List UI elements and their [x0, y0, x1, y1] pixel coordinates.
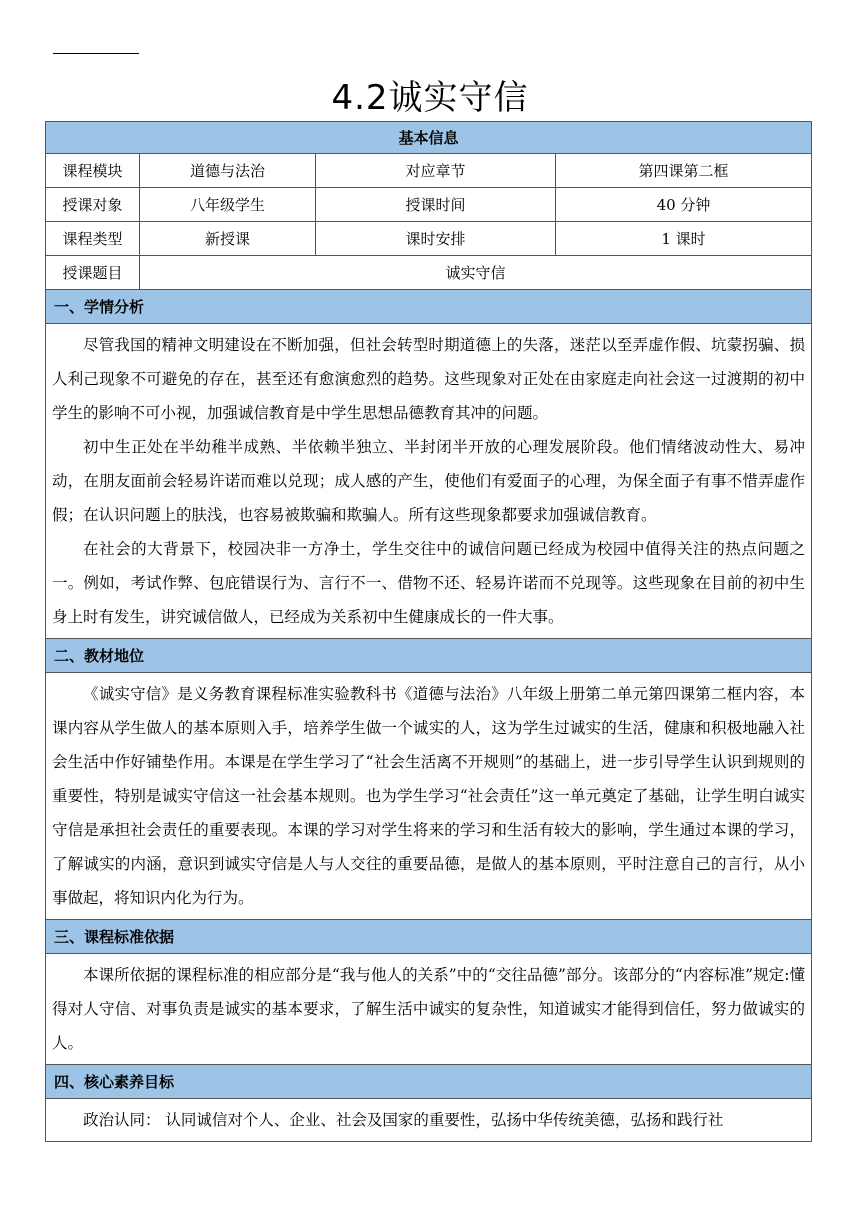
- header-rule: [53, 53, 139, 54]
- paragraph: 尽管我国的精神文明建设在不断加强，但社会转型时期道德上的失落，迷茫以至弄虚作假、坑蒙拐骗、损人利己现象不可避免的存在，甚至还有愈演愈烈的趋势。这些现象对正处在由家庭走向社会这一过渡期的初中学生的影响不可小视，加强诚信教育是中学生思想品德教育其冲的问题。: [52, 336, 806, 422]
- topic-value: 诚实守信: [140, 256, 812, 290]
- label-cell: 授课时间: [316, 188, 556, 222]
- value-cell: 新授课: [140, 222, 316, 256]
- topic-label: 授课题目: [46, 256, 140, 290]
- label-cell: 课程模块: [46, 154, 140, 188]
- paragraph: 初中生正处在半幼稚半成熟、半依赖半独立、半封闭半开放的心理发展阶段。他们情绪波动性大、易冲动，在朋友面前会轻易许诺而难以兑现；成人感的产生，使他们有爱面子的心理，为保全面子有事不惜弄虚作假；在认识问题上的肤浅，也容易被欺骗和欺骗人。所有这些现象都要求加强诚信教育。: [52, 438, 806, 524]
- page-title: 4.2诚实守信: [331, 78, 529, 118]
- value-cell: 40 分钟: [556, 188, 812, 222]
- section-heading: 二、教材地位: [46, 639, 812, 673]
- value-cell: 道德与法治: [140, 154, 316, 188]
- basic-info-header: 基本信息: [46, 122, 812, 154]
- section-heading: 四、核心素养目标: [46, 1065, 812, 1099]
- table-row: [46, 222, 812, 256]
- section-heading: 一、学情分析: [46, 290, 812, 324]
- table-row: [46, 256, 812, 290]
- paragraph: 政治认同： 认同诚信对个人、企业、社会及国家的重要性，弘扬中华传统美德，弘扬和践行社: [83, 1111, 724, 1129]
- lesson-plan-table: [45, 121, 812, 1142]
- section-body: [46, 1099, 812, 1142]
- label-cell: 对应章节: [316, 154, 556, 188]
- value-cell: 八年级学生: [140, 188, 316, 222]
- paragraph: 本课所依据的课程标准的相应部分是“我与他人的关系”中的“交往品德”部分。该部分的“内容标准”规定:懂得对人守信、对事负责是诚实的基本要求，了解生活中诚实的复杂性，知道诚实才能得到信任，努力做诚实的人。: [52, 966, 806, 1052]
- value-cell: 第四课第二框: [556, 154, 812, 188]
- section-body: [46, 673, 812, 920]
- label-cell: 课时安排: [316, 222, 556, 256]
- paragraph: 《诚实守信》是义务教育课程标准实验教科书《道德与法治》八年级上册第二单元第四课第二框内容，本课内容从学生做人的基本原则入手，培养学生做一个诚实的人，这为学生过诚实的生活，健康和积极地融入社会生活中作好铺垫作用。本课是在学生学习了“社会生活离不开规则”的基础上，进一步引导学生认识到规则的重要性，特别是诚实守信这一社会基本规则。也为学生学习“社会责任”这一单元奠定了基础，让学生明白诚实守信是承担社会责任的重要表现。本课的学习对学生将来的学习和生活有较大的影响，学生通过本课的学习，了解诚实的内涵，意识到诚实守信是人与人交往的重要品德，是做人的基本原则，平时注意自己的言行，从小事做起，将知识内化为行为。: [52, 685, 806, 907]
- section-body: [46, 954, 812, 1065]
- table-row: [46, 154, 812, 188]
- section-body: [46, 324, 812, 639]
- paragraph: 在社会的大背景下，校园决非一方净土，学生交往中的诚信问题已经成为校园中值得关注的热点问题之一。例如，考试作弊、包庇错误行为、言行不一、借物不还、轻易许诺而不兑现等。这些现象在目前的初中生身上时有发生，讲究诚信做人，已经成为关系初中生健康成长的一件大事。: [52, 540, 806, 626]
- table-row: [46, 188, 812, 222]
- value-cell: 1 课时: [556, 222, 812, 256]
- section-heading: 三、课程标准依据: [46, 920, 812, 954]
- label-cell: 课程类型: [46, 222, 140, 256]
- label-cell: 授课对象: [46, 188, 140, 222]
